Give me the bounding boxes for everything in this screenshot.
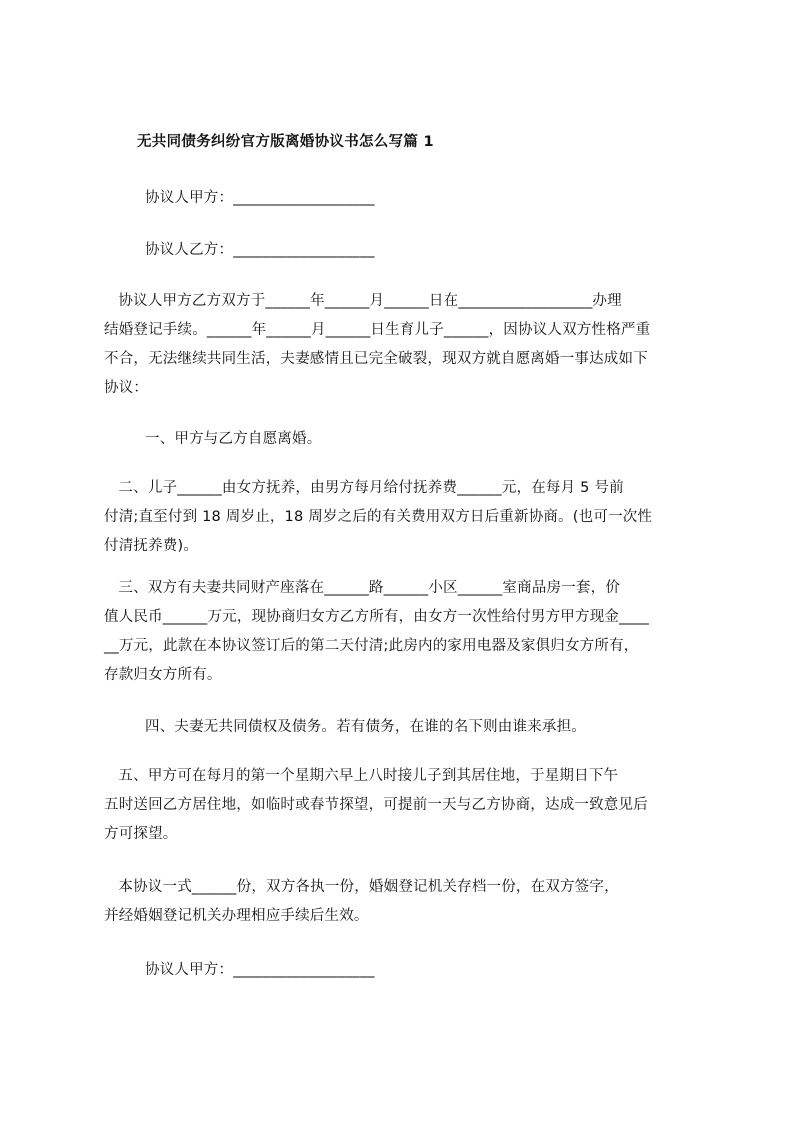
intro-paragraph [104,287,704,403]
party-a-line: 协议人甲方：___________________ [145,190,375,206]
clause-3-paragraph [104,574,704,690]
clause-2-line: 付清;直至付到 18 周岁止，18 周岁之后的有关费用双方日后重新协商。(也可一次性 [104,509,653,525]
party-a-sign-line: 协议人甲方：___________________ [145,962,375,978]
clause-2-line: 二、儿子______由女方抚养，由男方每月给付抚养费______元，在每月 5 号前 [104,480,624,496]
intro-line: 结婚登记手续。______年______月______日生育儿子______，因协议人双方性格严重 [104,322,651,338]
clause-2-paragraph [104,474,704,561]
clause-4: 四、夫妻无共同债权及债务。若有债务，在谁的名下则由谁来承担。 [145,719,586,735]
clause-5-line: 五时送回乙方居住地，如临时或春节探望，可提前一天与乙方协商，达成一致意见后 [104,797,648,813]
closing-paragraph [104,873,704,931]
clause-1: 一、甲方与乙方自愿离婚。 [145,431,322,447]
clause-2-line: 付清抚养费)。 [104,538,199,554]
clause-3-line: __万元，此款在本协议签订后的第二天付清;此房内的家用电器及家俱归女方所有， [104,638,639,654]
document-title: 无共同债务纠纷官方版离婚协议书怎么写篇 1 [137,134,434,150]
clause-3-line: 存款归女方所有。 [104,667,222,683]
intro-line: 不合，无法继续共同生活，夫妻感情且已完全破裂，现双方就自愿离婚一事达成如下 [104,351,648,367]
closing-line: 并经婚姻登记机关办理相应手续后生效。 [104,908,369,924]
clause-5-line: 五、甲方可在每月的第一个星期六早上八时接儿子到其居住地，于星期日下午 [104,768,619,784]
party-b-line: 协议人乙方：___________________ [145,242,375,258]
intro-line: 协议人甲方乙方双方于______年______月______日在__________________办理 [104,293,622,309]
intro-line: 协议： [104,380,149,396]
clause-3-line: 值人民币______万元，现协商归女方乙方所有，由女方一次性给付男方甲方现金____ [104,609,649,625]
closing-line: 本协议一式______份，双方各执一份，婚姻登记机关存档一份，在双方签字， [104,879,619,895]
clause-5-line: 方可探望。 [104,826,178,842]
clause-5-paragraph [104,762,704,849]
clause-3-line: 三、双方有夫妻共同财产座落在______路______小区______室商品房一套，价 [104,580,621,596]
